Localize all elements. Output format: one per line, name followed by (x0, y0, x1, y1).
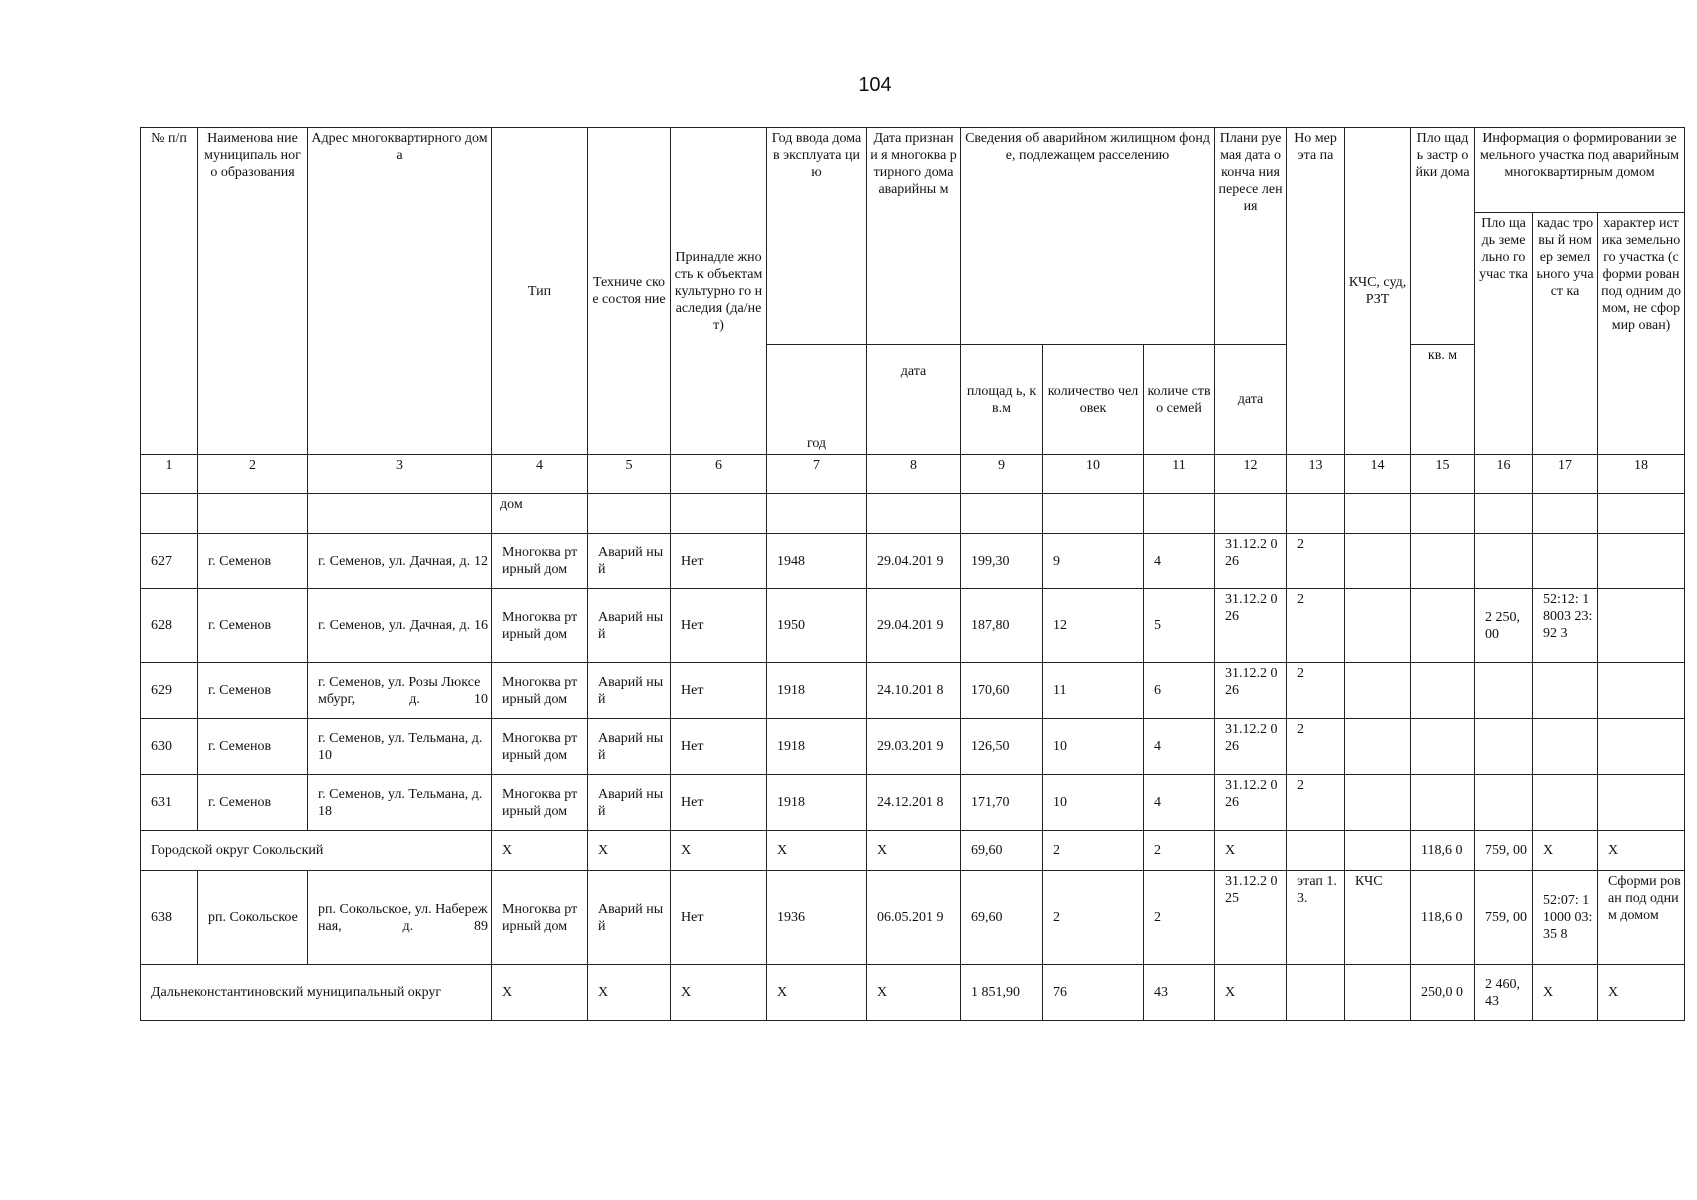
cell-address: г. Семенов, ул. Тельмана, д. 10 (308, 719, 492, 775)
col-number: 6 (671, 455, 767, 494)
cell-date: 29.03.201 9 (867, 719, 961, 775)
cell-area: 1 851,90 (961, 965, 1043, 1021)
cell-x: Х (1598, 831, 1685, 871)
cell-build-area: 250,0 0 (1411, 965, 1475, 1021)
cell-type: Многоква ртирный дом (492, 589, 588, 663)
header-cadastre: кадас тровы й номер земел ьного участ ка (1533, 213, 1598, 455)
cell-municipality: рп. Сокольское (198, 871, 308, 965)
cell-families: 4 (1144, 534, 1215, 589)
cell-heritage: Нет (671, 534, 767, 589)
cell-land-area: 759, 00 (1475, 871, 1533, 965)
cell-num: 631 (141, 775, 198, 831)
cell-stage: этап 1.3. (1287, 871, 1345, 965)
cell-area: 199,30 (961, 534, 1043, 589)
cell-stage: 2 (1287, 719, 1345, 775)
cell-plan: 31.12.2 026 (1215, 775, 1287, 831)
emergency-housing-table (140, 127, 1685, 1021)
cell-families: 5 (1144, 589, 1215, 663)
cell-num: 628 (141, 589, 198, 663)
cell-year: 1918 (767, 719, 867, 775)
cell-cadastre (1533, 663, 1598, 719)
cell-plan: 31.12.2 025 (1215, 871, 1287, 965)
cell-state: Аварий ный (588, 534, 671, 589)
cell-address: г. Семенов, ул. Дачная, д. 16 (308, 589, 492, 663)
header-type: Тип (492, 128, 588, 455)
cell-plan: Х (1215, 965, 1287, 1021)
cell-people: 9 (1043, 534, 1144, 589)
header-year-built: Год ввода дома в эксплуата цию (767, 128, 867, 345)
cell-families: 2 (1144, 871, 1215, 965)
cell-municipality: г. Семенов (198, 719, 308, 775)
column-numbers-row (141, 455, 1685, 494)
cell-area: 69,60 (961, 871, 1043, 965)
cell-build-area (1411, 534, 1475, 589)
cell-stage: 2 (1287, 775, 1345, 831)
col-number: 11 (1144, 455, 1215, 494)
cell-state: Аварий ный (588, 589, 671, 663)
cell-land-char: Сформи рован под одним домом (1598, 871, 1685, 965)
cell-area: 187,80 (961, 589, 1043, 663)
col-number: 17 (1533, 455, 1598, 494)
table-row (141, 589, 1685, 663)
cell-people: 2 (1043, 871, 1144, 965)
cell-x: Х (492, 831, 588, 871)
cell-land-area: 2 250, 00 (1475, 589, 1533, 663)
cell-plan: 31.12.2 026 (1215, 534, 1287, 589)
table-row (141, 775, 1685, 831)
cell-land-area: 2 460, 43 (1475, 965, 1533, 1021)
cell-build-area (1411, 719, 1475, 775)
header-planned-date: Плани руемая дата оконча ния пересе ления (1215, 128, 1287, 345)
cell-x: Х (588, 965, 671, 1021)
cell-municipality: г. Семенов (198, 663, 308, 719)
cell-x: Х (1533, 965, 1598, 1021)
cell-x: Х (671, 831, 767, 871)
cell-year: 1918 (767, 775, 867, 831)
header-unit-build-area: кв. м (1411, 345, 1475, 455)
continuation-row (141, 494, 1685, 534)
cell-x: Х (671, 965, 767, 1021)
cell-year: 1936 (767, 871, 867, 965)
cell-land-char (1598, 534, 1685, 589)
cell-cadastre (1533, 775, 1598, 831)
cell-build-area (1411, 663, 1475, 719)
cell-type: Многоква ртирный дом (492, 719, 588, 775)
col-number: 14 (1345, 455, 1411, 494)
cell-num: 630 (141, 719, 198, 775)
continuation-type: дом (492, 494, 588, 534)
col-number: 18 (1598, 455, 1685, 494)
col-number: 5 (588, 455, 671, 494)
cell-state: Аварий ный (588, 871, 671, 965)
cell-heritage: Нет (671, 871, 767, 965)
cell-land-char (1598, 719, 1685, 775)
cell-people: 10 (1043, 775, 1144, 831)
cell-x: Х (1533, 831, 1598, 871)
cell-land-area (1475, 663, 1533, 719)
cell-heritage: Нет (671, 589, 767, 663)
col-number: 15 (1411, 455, 1475, 494)
col-number: 12 (1215, 455, 1287, 494)
cell-address: г. Семенов, ул. Розы Люксембург, д. 10 (308, 663, 492, 719)
header-stage: Но мер эта па (1287, 128, 1345, 455)
cell-area: 69,60 (961, 831, 1043, 871)
cell-area: 171,70 (961, 775, 1043, 831)
cell-land-area (1475, 775, 1533, 831)
cell-people: 76 (1043, 965, 1144, 1021)
col-number: 8 (867, 455, 961, 494)
cell-kchs (1345, 719, 1411, 775)
cell-kchs (1345, 775, 1411, 831)
cell-cadastre: 52:07: 11000 03:35 8 (1533, 871, 1598, 965)
cell-num: 627 (141, 534, 198, 589)
cell-stage: 2 (1287, 663, 1345, 719)
cell-area: 170,60 (961, 663, 1043, 719)
cell-cadastre: 52:12: 18003 23:92 3 (1533, 589, 1598, 663)
col-number: 10 (1043, 455, 1144, 494)
header-heritage: Принадле жность к объектам культурно го наследия (да/нет) (671, 128, 767, 455)
cell-land-char (1598, 663, 1685, 719)
col-number: 16 (1475, 455, 1533, 494)
cell-heritage: Нет (671, 663, 767, 719)
cell-families: 6 (1144, 663, 1215, 719)
cell-people: 12 (1043, 589, 1144, 663)
header-tech-state: Техниче ское состоя ние (588, 128, 671, 455)
col-number: 9 (961, 455, 1043, 494)
cell-families: 43 (1144, 965, 1215, 1021)
cell-kchs: КЧС (1345, 871, 1411, 965)
header-municipality: Наименова ние муниципаль ного образования (198, 128, 308, 455)
cell-kchs (1345, 663, 1411, 719)
cell-municipality: г. Семенов (198, 775, 308, 831)
cell-stage: 2 (1287, 589, 1345, 663)
cell-land-area (1475, 719, 1533, 775)
col-number: 7 (767, 455, 867, 494)
col-number: 13 (1287, 455, 1345, 494)
cell-year: 1948 (767, 534, 867, 589)
cell-build-area (1411, 589, 1475, 663)
cell-plan: Х (1215, 831, 1287, 871)
cell-type: Многоква ртирный дом (492, 534, 588, 589)
cell-families: 2 (1144, 831, 1215, 871)
cell-cadastre (1533, 534, 1598, 589)
header-kchs: КЧС, суд, РЗТ (1345, 128, 1411, 455)
cell-people: 11 (1043, 663, 1144, 719)
cell-people: 2 (1043, 831, 1144, 871)
header-build-area: Пло щадь застр ойки дома (1411, 128, 1475, 345)
header-num: № п/п (141, 128, 198, 455)
cell-date: 06.05.201 9 (867, 871, 961, 965)
header-emergency-date: Дата признани я многоква ртирного дома аварийны м (867, 128, 961, 345)
col-number: 4 (492, 455, 588, 494)
header-unit-date: дата (867, 345, 961, 455)
cell-municipality: г. Семенов (198, 534, 308, 589)
cell-kchs (1345, 831, 1411, 871)
header-land-info: Информация о формировании земельного участка под аварийным многоквартирным домом (1475, 128, 1685, 213)
cell-build-area: 118,6 0 (1411, 871, 1475, 965)
col-number: 1 (141, 455, 198, 494)
table-row (141, 871, 1685, 965)
header-land-area: Пло щадь земе льно го учас тка (1475, 213, 1533, 455)
cell-date: 29.04.201 9 (867, 589, 961, 663)
cell-land-char (1598, 589, 1685, 663)
cell-x: Х (867, 965, 961, 1021)
cell-x: Х (492, 965, 588, 1021)
cell-land-area (1475, 534, 1533, 589)
subtotal-label: Дальнеконстантиновский муниципальный округ (141, 965, 492, 1021)
cell-x: Х (588, 831, 671, 871)
page-number: 104 (858, 74, 892, 96)
cell-plan: 31.12.2 026 (1215, 719, 1287, 775)
cell-x: Х (867, 831, 961, 871)
subtotal-row (141, 831, 1685, 871)
cell-type: Многоква ртирный дом (492, 871, 588, 965)
cell-stage: 2 (1287, 534, 1345, 589)
cell-kchs (1345, 589, 1411, 663)
cell-state: Аварий ный (588, 719, 671, 775)
cell-num: 629 (141, 663, 198, 719)
cell-x: Х (767, 831, 867, 871)
cell-type: Многоква ртирный дом (492, 663, 588, 719)
cell-address: г. Семенов, ул. Тельмана, д. 18 (308, 775, 492, 831)
cell-people: 10 (1043, 719, 1144, 775)
header-land-char: характер истика земельно го участка (сформи рован под одним домом, не сформир ован) (1598, 213, 1685, 455)
cell-build-area: 118,6 0 (1411, 831, 1475, 871)
col-number: 2 (198, 455, 308, 494)
header-emergency-fund: Сведения об аварийном жилищном фонде, подлежащем расселению (961, 128, 1215, 345)
header-unit-people: количество человек (1043, 345, 1144, 455)
cell-build-area (1411, 775, 1475, 831)
header-unit-area: площад ь, кв.м (961, 345, 1043, 455)
cell-year: 1918 (767, 663, 867, 719)
cell-families: 4 (1144, 719, 1215, 775)
cell-plan: 31.12.2 026 (1215, 589, 1287, 663)
subtotal-label: Городской округ Сокольский (141, 831, 492, 871)
table-row (141, 534, 1685, 589)
cell-plan: 31.12.2 026 (1215, 663, 1287, 719)
header-unit-year: год (767, 345, 867, 455)
cell-land-char (1598, 775, 1685, 831)
table-row (141, 663, 1685, 719)
cell-date: 24.12.201 8 (867, 775, 961, 831)
header-unit-families: количе ство семей (1144, 345, 1215, 455)
cell-num: 638 (141, 871, 198, 965)
cell-type: Многоква ртирный дом (492, 775, 588, 831)
cell-x: Х (1598, 965, 1685, 1021)
col-number: 3 (308, 455, 492, 494)
cell-land-area: 759, 00 (1475, 831, 1533, 871)
cell-families: 4 (1144, 775, 1215, 831)
header-address: Адрес многоквартирного дома (308, 128, 492, 455)
cell-state: Аварий ный (588, 663, 671, 719)
cell-year: 1950 (767, 589, 867, 663)
cell-kchs (1345, 534, 1411, 589)
cell-date: 29.04.201 9 (867, 534, 961, 589)
subtotal-row (141, 965, 1685, 1021)
table-row (141, 719, 1685, 775)
cell-stage (1287, 965, 1345, 1021)
cell-x: Х (767, 965, 867, 1021)
cell-kchs (1345, 965, 1411, 1021)
cell-area: 126,50 (961, 719, 1043, 775)
cell-heritage: Нет (671, 775, 767, 831)
cell-stage (1287, 831, 1345, 871)
cell-state: Аварий ный (588, 775, 671, 831)
cell-municipality: г. Семенов (198, 589, 308, 663)
cell-address: рп. Сокольское, ул. Набережная, д. 89 (308, 871, 492, 965)
cell-heritage: Нет (671, 719, 767, 775)
cell-date: 24.10.201 8 (867, 663, 961, 719)
cell-cadastre (1533, 719, 1598, 775)
cell-address: г. Семенов, ул. Дачная, д. 12 (308, 534, 492, 589)
header-unit-plan-date: дата (1215, 345, 1287, 455)
